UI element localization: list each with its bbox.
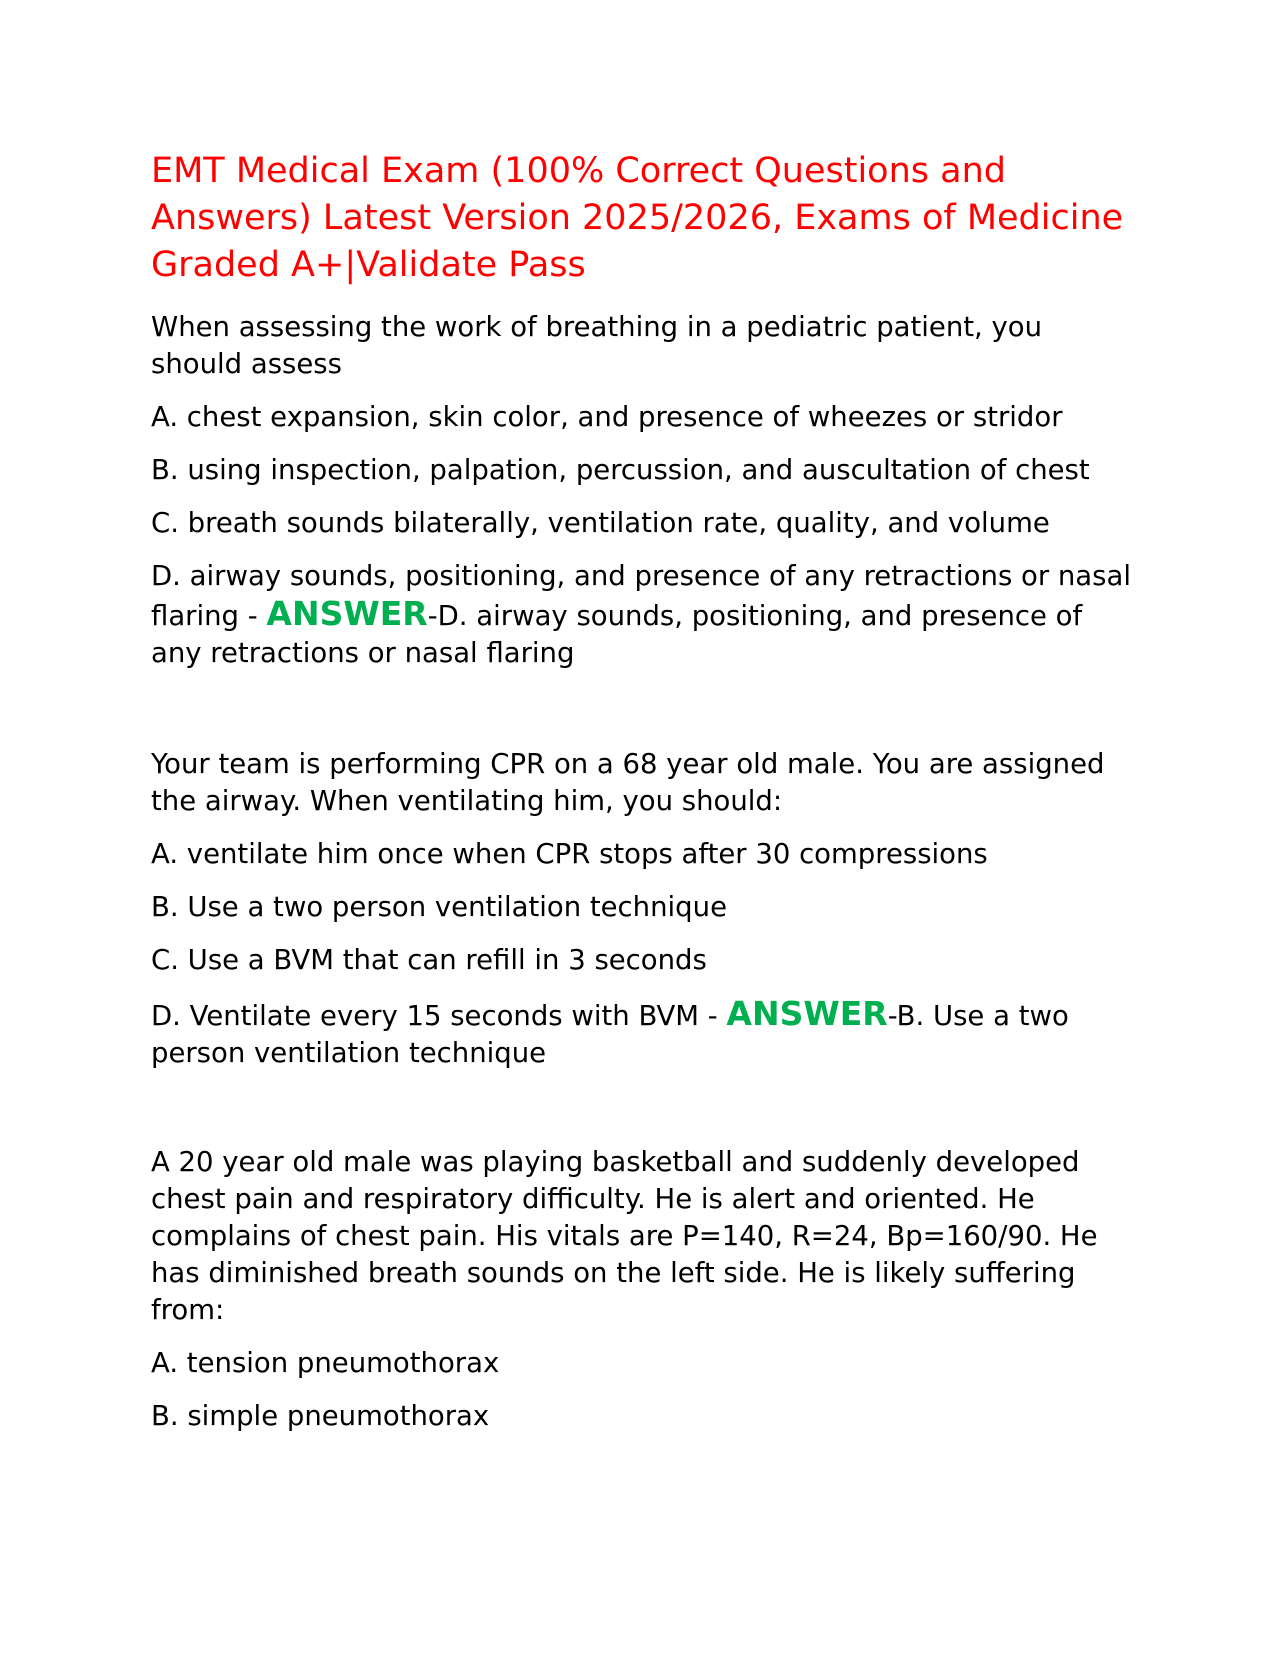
question-2-option-d xyxy=(151,995,1141,1072)
document-title: EMT Medical Exam (100% Correct Questions and Answers) Latest Version 2025/2026, Exams of Medicine Graded A+|Validate Pass xyxy=(151,151,1124,285)
question-2-answer-label: ANSWER xyxy=(726,994,888,1033)
question-2 xyxy=(151,746,1141,1072)
question-3-option-a: A. tension pneumothorax xyxy=(151,1347,500,1379)
question-2-option-d-text: D. Ventilate every 15 seconds with BVM - xyxy=(151,1000,727,1032)
question-3-stem: A 20 year old male was playing basketball and suddenly developed chest pain and respiratory difficulty. He is alert and oriented. He complains of chest pain. His vitals are P=140, R=24, Bp=160/90. He has diminished breath sounds on the left side. He is likely suffering from: xyxy=(151,1146,1098,1326)
question-2-option-c: C. Use a BVM that can refill in 3 seconds xyxy=(151,944,707,976)
question-2-option-a: A. ventilate him once when CPR stops after 30 compressions xyxy=(151,838,988,870)
question-1-option-c: C. breath sounds bilaterally, ventilation rate, quality, and volume xyxy=(151,507,1050,539)
question-1-option-d xyxy=(151,558,1141,672)
question-1-answer-label: ANSWER xyxy=(266,594,428,633)
question-1-option-b: B. using inspection, palpation, percussion, and auscultation of chest xyxy=(151,454,1090,486)
question-1-option-d-text: D. airway sounds, positioning, and presence of any retractions or nasal flaring - xyxy=(151,560,1131,632)
spacer xyxy=(151,1088,1141,1144)
question-2-stem: Your team is performing CPR on a 68 year old male. You are assigned the airway. When ventilating him, you should: xyxy=(151,748,1105,817)
question-1-stem: When assessing the work of breathing in a pediatric patient, you should assess xyxy=(151,311,1043,380)
question-3 xyxy=(151,1144,1141,1435)
document-page xyxy=(151,148,1141,1451)
question-1-answer-text: -D. airway sounds, positioning, and presence of any retractions or nasal flaring xyxy=(151,600,1083,669)
question-2-option-b: B. Use a two person ventilation technique xyxy=(151,891,727,923)
question-3-option-b: B. simple pneumothorax xyxy=(151,1400,490,1432)
question-1-option-a: A. chest expansion, skin color, and presence of wheezes or stridor xyxy=(151,401,1063,433)
spacer xyxy=(151,688,1141,746)
question-1 xyxy=(151,309,1141,672)
question-2-answer-text: -B. Use a two person ventilation technique xyxy=(151,1000,1069,1069)
